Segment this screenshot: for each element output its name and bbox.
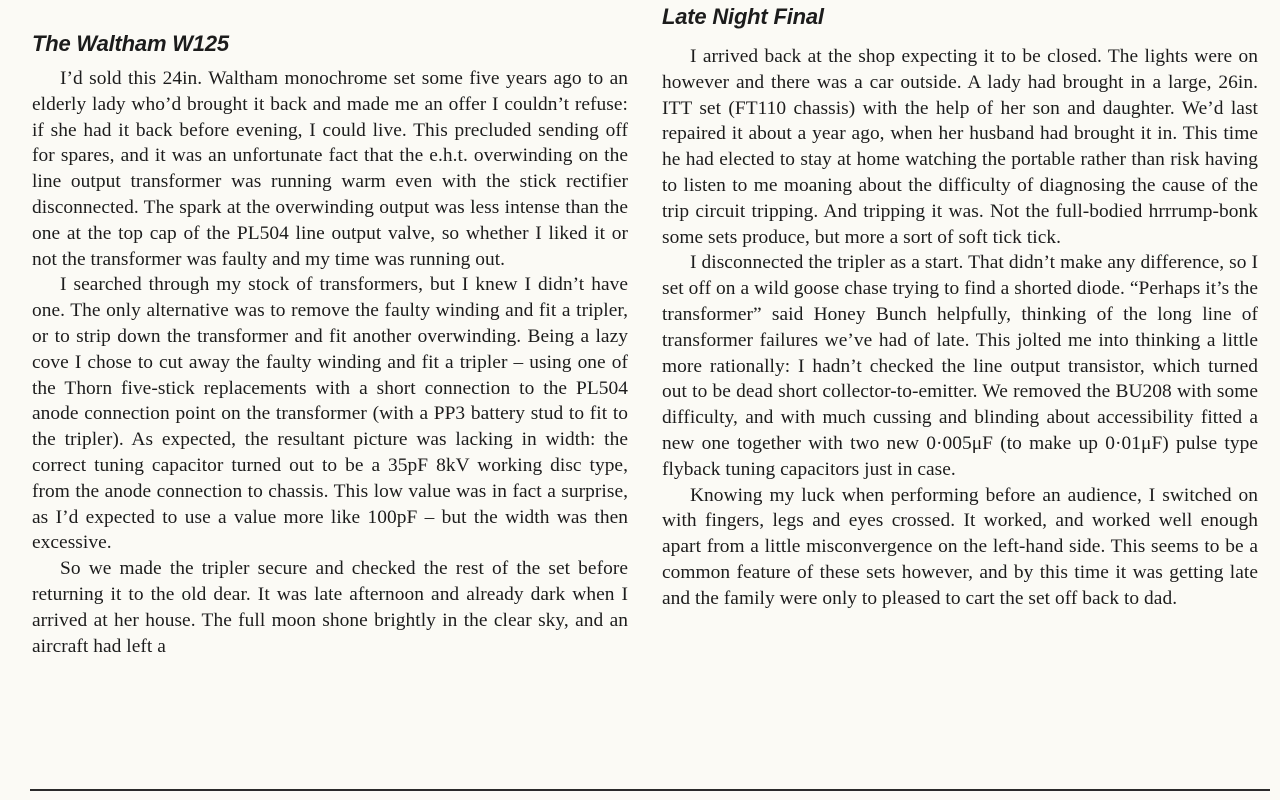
section-heading-late-night-final: Late Night Final: [662, 4, 824, 29]
paragraph: I searched through my stock of transformers, but I knew I didn’t have one. The only alternative was to remove the faulty winding and fit a tripler, or to strip down the transformer and fit another overwinding. Being a lazy cove I chose to cut away the faulty winding and fit a tripler – using one of the Thorn five-stick replacements with a short connection to the PL504 anode connection point on the transformer (with a PP3 battery stud to fit to the tripler). As expected, the resultant picture was lacking in width: the correct tuning capacitor turned out to be a 35pF 8kV working disc type, from the anode connection to chassis. This low value was in fact a surprise, as I’d expected to use a value more like 100pF – but the width was then excessive.: [32, 274, 628, 554]
section-heading-waltham: The Waltham W125: [32, 31, 229, 56]
paragraph: Knowing my luck when performing before an audience, I switched on with fingers, legs and eyes crossed. It worked, and worked well enough apart from a little misconvergence on the left-hand side. This seems to be a common feature of these sets however, and by this time it was getting late and the family were only to pleased to cart the set off back to dad.: [662, 484, 1258, 609]
paragraph: I disconnected the tripler as a start. That didn’t make any difference, so I set off on a wild goose chase trying to find a shorted diode. “Perhaps it’s the transformer” said Honey Bunch helpfully, thinking of the long line of transformer failures we’ve had of late. This jolted me into thinking a little more rationally: I hadn’t checked the line output transistor, which turned out to be dead short collector-to-emitter. We removed the BU208 with some difficulty, and with much cussing and blinding about accessibility fitted a new one together with two new 0·005μF (to make up 0·01μF) pulse type flyback tuning capacitors just in case.: [662, 252, 1258, 480]
left-column: [32, 0, 628, 659]
paragraph: So we made the tripler secure and checked the rest of the set before returning it to the old dear. It was late afternoon and already dark when I arrived at her house. The full moon shone brightly in the clear sky, and an aircraft had left a: [32, 558, 628, 657]
paragraph: I arrived back at the shop expecting it to be closed. The lights were on however and there was a car outside. A lady had brought in a large, 26in. ITT set (FT110 chassis) with the help of her son and daughter. We’d last repaired it about a year ago, when her husband had brought it in. This time he had elected to stay at home watching the portable rather than risk having to listen to me moaning about the difficulty of diagnosing the cause of the trip circuit tripping. And tripping it was. Not the full-bodied hrrrump-bonk some sets produce, but more a sort of soft tick tick.: [662, 46, 1258, 248]
bottom-rule: [30, 789, 1270, 791]
paragraph: I’d sold this 24in. Waltham monochrome set some five years ago to an elderly lady who’d brought it back and made me an offer I couldn’t refuse: if she had it back before evening, I could live. This precluded sending off for spares, and it was an unfortunate fact that the e.h.t. overwinding on the line output transformer was running warm even with the stick rectifier disconnected. The spark at the overwinding output was less intense than the one at the top cap of the PL504 line output valve, so whether I liked it or not the transformer was faulty and my time was running out.: [32, 68, 628, 270]
right-column: [662, 0, 1258, 612]
